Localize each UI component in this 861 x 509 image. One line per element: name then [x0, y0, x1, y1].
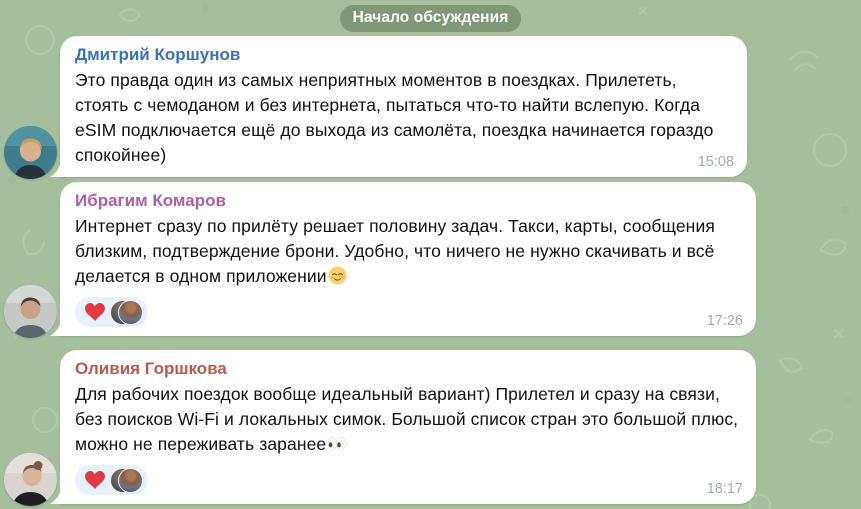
- message-row-1: [0, 36, 747, 177]
- discussion-start-badge: Начало обсуждения: [340, 5, 522, 32]
- reaction-pill[interactable]: [75, 465, 148, 495]
- message-time: 15:08: [697, 154, 734, 170]
- avatar-ibragim[interactable]: [4, 285, 57, 338]
- message-row-2: [0, 182, 756, 336]
- bubble-tail: [50, 486, 61, 504]
- reactor-avatar: [118, 300, 143, 325]
- reactor-avatars: [110, 300, 143, 325]
- bubble-tail: [50, 159, 61, 177]
- message-bubble-dmitriy[interactable]: [60, 36, 747, 177]
- message-row-3: [0, 350, 756, 504]
- relieved-face-emoji: [328, 266, 347, 285]
- author-name[interactable]: Оливия Горшкова: [75, 359, 227, 378]
- message-text: Для рабочих поездок вообще идеальный вариант) Прилетел и сразу на связи, без поисков Wi-Fi и локальных симок. Большой список стран это большой плюс, можно не переживать заранее: [75, 384, 739, 454]
- avatar-dmitriy[interactable]: [4, 126, 57, 179]
- author-name[interactable]: Ибрагим Комаров: [75, 191, 226, 210]
- heart-reaction-icon: [85, 471, 105, 489]
- message-text: Это правда один из самых неприятных моментов в поездках. Прилететь, стоять с чемоданом и без интернета, пытаться что-то найти вслепую. Когда eSIM подключается ещё до выхода из самолёта, поездка начинается гораздо спокойнее): [75, 70, 714, 165]
- bubble-tail: [50, 318, 61, 336]
- message-time: 17:26: [706, 313, 743, 329]
- message-text: Интернет сразу по прилёту решает половину задач. Такси, карты, сообщения близким, подтверждение брони. Удобно, что ничего не нужно скачивать и всё делается в одном приложении: [75, 216, 715, 286]
- message-bubble-ibragim[interactable]: [60, 182, 756, 336]
- reactor-avatars: [110, 468, 143, 493]
- eyes-emoji: [327, 434, 346, 453]
- reactor-avatar: [118, 468, 143, 493]
- author-name[interactable]: Дмитрий Коршунов: [75, 45, 241, 64]
- message-time: 18:17: [706, 481, 743, 497]
- avatar-oliviya[interactable]: [4, 453, 57, 506]
- heart-reaction-icon: [85, 303, 105, 321]
- reaction-pill[interactable]: [75, 297, 148, 327]
- message-bubble-oliviya[interactable]: [60, 350, 756, 504]
